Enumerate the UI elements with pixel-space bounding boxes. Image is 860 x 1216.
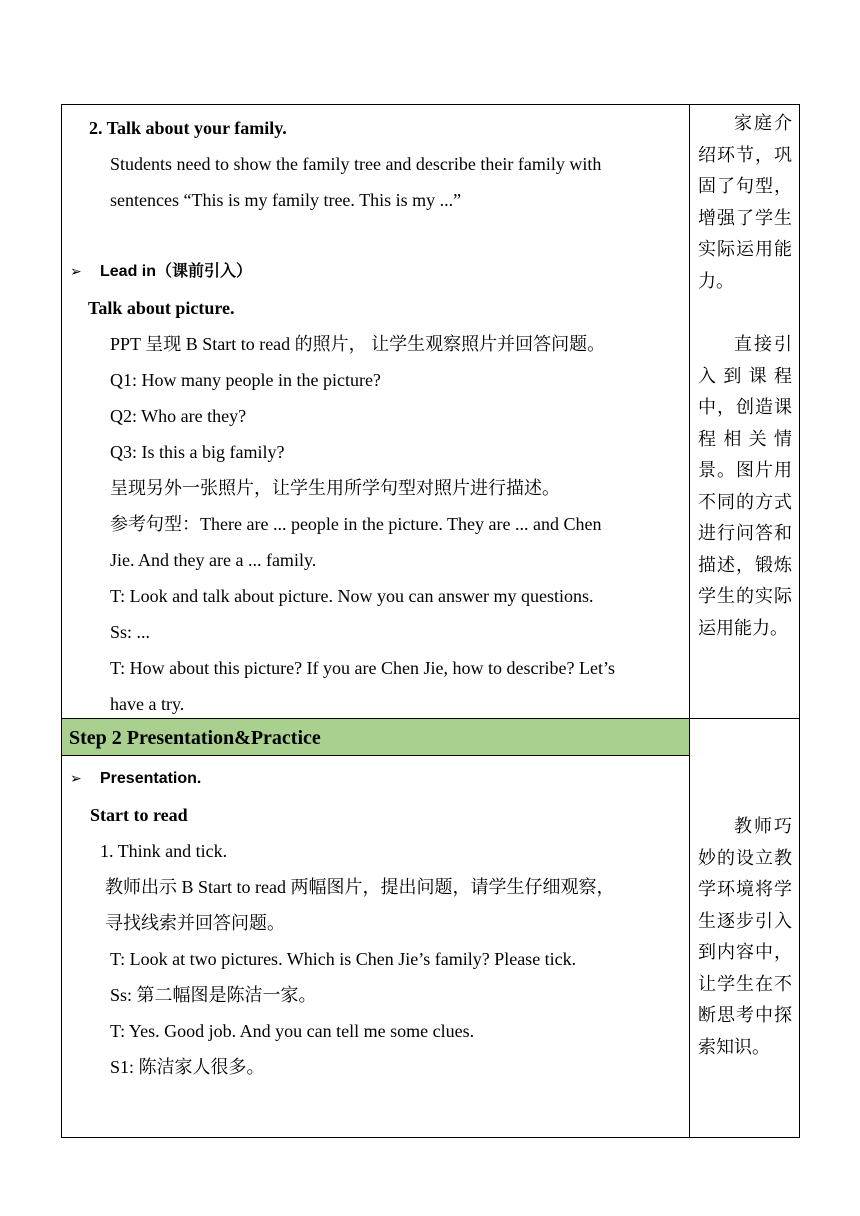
- text-line: PPT 呈现 B Start to read 的照片， 让学生观察照片并回答问题。: [110, 334, 606, 354]
- procedure-cell: [62, 105, 690, 719]
- text-line: T: Look and talk about picture. Now you can answer my questions.: [110, 586, 594, 606]
- text-line: T: How about this picture? If you are Chen Jie, how to describe? Let’s: [110, 658, 615, 678]
- text-line: Students need to show the family tree and describe their family with: [110, 154, 602, 174]
- table-row: [62, 105, 800, 719]
- intent-cell: [690, 105, 800, 719]
- arrow-bullet-icon: ➢: [70, 771, 82, 787]
- text-line: 呈现另外一张照片，让学生用所学句型对照片进行描述。: [110, 478, 560, 498]
- text-line: T: Yes. Good job. And you can tell me some clues.: [110, 1021, 475, 1041]
- text-line: T: Look at two pictures. Which is Chen Jie’s family? Please tick.: [110, 949, 577, 969]
- text-line: Q1: How many people in the picture?: [110, 370, 381, 390]
- intent-note: 直接引入到课程中，创造课程相关情景。图片用不同的方式进行问答和描述，锻炼学生的实际运用能力。: [698, 334, 792, 639]
- step-heading-bar: [62, 719, 689, 756]
- section-label: Lead in（课前引入）: [100, 263, 253, 280]
- table-row: [62, 719, 800, 1138]
- text-line: Q2: Who are they?: [110, 406, 247, 426]
- step-heading: Step 2 Presentation&Practice: [69, 727, 321, 749]
- text-line: Q3: Is this a big family?: [110, 442, 285, 462]
- text-line: Jie. And they are a ... family.: [110, 550, 317, 570]
- text-line: 1. Think and tick.: [100, 841, 228, 861]
- intent-note: 教师巧妙的设立教学环境将学生逐步引入到内容中，让学生在不断思考中探索知识。: [698, 816, 792, 1058]
- text-line: 教师出示 B Start to read 两幅图片，提出问题，请学生仔细观察，: [105, 877, 615, 897]
- arrow-bullet-icon: ➢: [70, 264, 82, 280]
- text-line: Ss: ...: [110, 622, 151, 642]
- text-line: S1: 陈洁家人很多。: [110, 1057, 265, 1077]
- section-label: Presentation.: [100, 770, 202, 787]
- intent-cell: [690, 719, 800, 1138]
- lesson-plan-table: [61, 104, 800, 1138]
- sub-heading: Start to read: [90, 805, 188, 825]
- intent-note: 家庭介绍环节，巩固了句型，增强了学生实际运用能力。: [698, 113, 792, 292]
- text-line: Ss: 第二幅图是陈洁一家。: [110, 985, 317, 1005]
- text-line: 寻找线索并回答问题。: [105, 913, 285, 933]
- text-line: 参考句型：There are ... people in the picture. They are ... and Chen: [110, 514, 602, 534]
- text-line: have a try.: [110, 694, 185, 714]
- task-heading: 2. Talk about your family.: [89, 118, 287, 138]
- sub-heading: Talk about picture.: [88, 298, 235, 318]
- text-line: sentences “This is my family tree. This is my ...”: [110, 190, 462, 210]
- procedure-cell: [62, 719, 690, 1138]
